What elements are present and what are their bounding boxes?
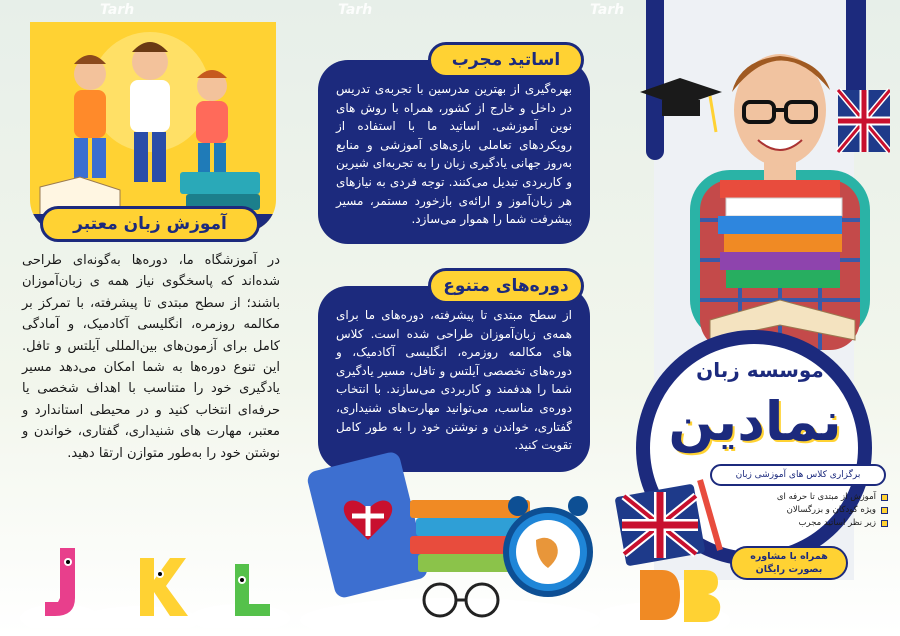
bullet-icon	[881, 494, 888, 501]
left-section-title: آموزش زبان معتبر	[40, 206, 260, 242]
teachers-info-box	[318, 60, 590, 244]
left-body-text: در آموزشگاه ما، دوره‌ها به‌گونه‌ای طراحی شده‌اند که پاسخگوی نیاز همه ی زبان‌آموزان باشند؛ از سطح مبتدی تا پیشرفته، با تمرکز بر مکالمه روزمره، انگلیسی آکادمیک، و آمادگی کامل برای آزمون‌های بین‌المللی آیلتس و تافل. این تنوع دوره‌ها به شما امکان می‌دهد مسیر یادگیری خود را متناسب با اهداف شخصی یا حرفه‌ای انتخاب کنید و در محیطی استاندارد و معتبر، مهارت های شنیداری، گفتاری، خواندن و نوشتن خود را به‌طور متوازن ارتقا دهید.	[22, 253, 280, 461]
feature-item	[720, 518, 888, 528]
brand-subtitle: موسسه زبان	[696, 358, 824, 382]
free-consultation-badge	[730, 546, 848, 580]
watermark: Tarh	[100, 2, 135, 18]
feature-list	[720, 492, 888, 531]
cta-line-1: همراه با مشاوره	[750, 551, 828, 562]
alphabet-characters-illustration	[20, 528, 290, 628]
watermark: Tarh	[590, 2, 625, 18]
hero-illustration-card	[30, 22, 276, 232]
books-clock-glasses-illustration	[300, 440, 600, 636]
feature-label: ویژه کودکان و بزرگسالان	[786, 505, 876, 515]
feature-label: زیر نظر اساتید مجرب	[798, 518, 876, 528]
courses-body-text: از سطح مبتدی تا پیشرفته، دوره‌های ما برای همه‌ی زبان‌آموزان طراحی شده است. کلاس های مکالمه روزمره، انگلیسی آکادمیک، و دوره‌های تخصصی آیلتس و تافل، مسیر یادگیری شما را هدفمند و کاربردی می‌سازند. با انتخاب دوره‌ی مناسب، می‌توانید مهارت‌های شنیداری، گفتاری، خواندن و نوشتن خود را به طور کامل تقویت کنید.	[336, 308, 572, 453]
bullet-icon	[881, 507, 888, 514]
happy-kids-illustration	[30, 22, 276, 222]
teachers-section-title: اساتید مجرب	[428, 42, 584, 78]
right-panel	[600, 0, 900, 636]
brand-name: نمادین	[668, 390, 842, 453]
watermark: Tarh	[338, 2, 373, 18]
left-panel	[0, 0, 300, 636]
teachers-body-text: بهره‌گیری از بهترین مدرسین با تجربه‌ی تدریس در داخل و خارج از کشور، همراه با روش های نوین آموزشی. اساتید ما با استفاده از رویکردهای تعاملی بازی‌های آموزشی و منابع به‌روز جهانی یادگیری زبان را به تجربه‌ای شیرین و کاربردی تبدیل می‌کنند. توجه فردی به نیازهای هر زبان‌آموز و ارائه‌ی بازخورد مستمر، مسیر پیشرفت شما را هموار می‌سازد.	[336, 82, 572, 227]
feature-label: آموزش از مبتدی تا حرفه ای	[776, 492, 876, 502]
cta-line-2: بصورت رایگان	[755, 564, 823, 575]
bullet-icon	[881, 520, 888, 527]
feature-item	[720, 492, 888, 502]
brand-tagline: برگزاری کلاس های آموزشی زبان	[710, 464, 886, 486]
student-with-books-photo	[640, 20, 890, 350]
feature-item	[720, 505, 888, 515]
middle-panel	[300, 0, 600, 636]
flag-book-letters-illustration	[600, 470, 730, 636]
courses-section-title: دوره‌های متنوع	[428, 268, 584, 304]
